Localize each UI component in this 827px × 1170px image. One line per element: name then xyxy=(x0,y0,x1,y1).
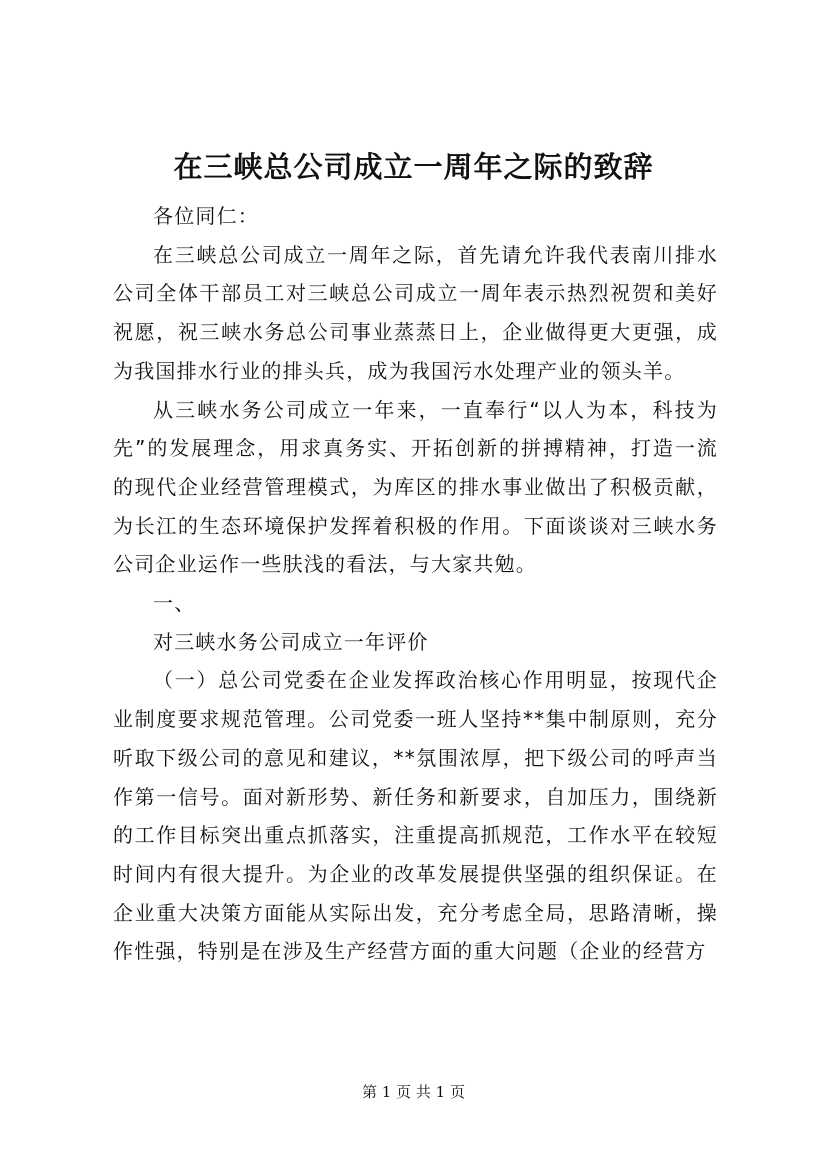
section-heading: 对三峡水务公司成立一年评价 xyxy=(153,629,429,654)
development-paragraph: 从三峡水务公司成立一年来，一直奉行“以人为本，科技为先”的发展理念，用求真务实、开拓创新的拼搏精神，打造一流的现代企业经营管理模式，为库区的排水事业做出了积极贡献，为长江的生态环境保护发挥着积极的作用。下面谈谈对三峡水务公司企业运作一些肤浅的看法，与大家共勉。 xyxy=(113,397,718,577)
page-footer: 第 1 页 共 1 页 xyxy=(362,1083,465,1101)
document-title: 在三峡总公司成立一周年之际的致辞 xyxy=(173,150,654,184)
document-body xyxy=(113,197,718,971)
evaluation-paragraph: （一）总公司党委在企业发挥政治核心作用明显，按现代企业制度要求规范管理。公司党委一班人坚持**集中制原则，充分听取下级公司的意见和建议，**氛围浓厚，把下级公司的呼声当作第一信号。面对新形势、新任务和新要求，自加压力，围绕新的工作目标突出重点抓落实，注重提高抓规范，工作水平在较短时间内有很大提升。为企业的改革发展提供坚强的组织保证。在企业重大决策方面能从实际出发，充分考虑全局，思路清晰，操作性强，特别是在涉及生产经营方面的重大问题（企业的经营方 xyxy=(113,668,718,964)
salutation-paragraph: 各位同仁： xyxy=(153,204,259,228)
section-number: 一、 xyxy=(153,591,196,616)
congratulation-paragraph: 在三峡总公司成立一周年之际，首先请允许我代表南川排水公司全体干部员工对三峡总公司成立一周年表示热烈祝贺和美好祝愿，祝三峡水务总公司事业蒸蒸日上，企业做得更大更强，成为我国排水行业的排头兵，成为我国污水处理产业的领头羊。 xyxy=(113,242,718,383)
